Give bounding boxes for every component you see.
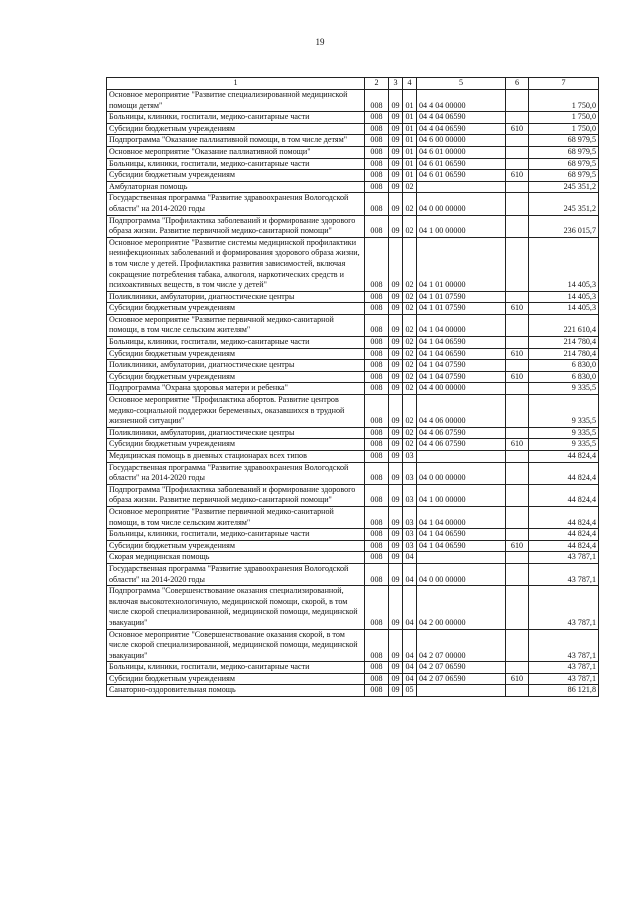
row-subsection-code: 03 <box>403 506 417 528</box>
row-name: Больницы, клиники, госпитали, медико-санитарные части <box>107 337 365 349</box>
row-expense-type: 610 <box>506 371 529 383</box>
table-row <box>107 673 599 685</box>
header-col-3: 3 <box>389 78 403 90</box>
row-target-code <box>417 685 506 697</box>
row-section-code: 09 <box>389 135 403 147</box>
row-amount: 9 335,5 <box>529 427 599 439</box>
row-expense-type <box>506 135 529 147</box>
table-row <box>107 662 599 674</box>
row-name: Государственная программа "Развитие здравоохранения Вологодской области" на 2014-2020 годы <box>107 193 365 215</box>
row-gr-code: 008 <box>365 484 389 506</box>
row-amount: 68 979,5 <box>529 170 599 182</box>
row-gr-code: 008 <box>365 181 389 193</box>
row-amount: 6 830,0 <box>529 360 599 372</box>
row-expense-type <box>506 427 529 439</box>
row-name: Подпрограмма "Охрана здоровья матери и ребенка" <box>107 383 365 395</box>
row-expense-type <box>506 193 529 215</box>
row-expense-type <box>506 662 529 674</box>
row-gr-code: 008 <box>365 439 389 451</box>
row-section-code: 09 <box>389 395 403 428</box>
row-expense-type: 610 <box>506 303 529 315</box>
row-subsection-code: 03 <box>403 462 417 484</box>
row-amount: 1 750,0 <box>529 90 599 112</box>
row-amount: 6 830,0 <box>529 371 599 383</box>
row-subsection-code: 02 <box>403 427 417 439</box>
row-section-code: 09 <box>389 673 403 685</box>
row-expense-type <box>506 629 529 662</box>
row-target-code: 04 4 00 00000 <box>417 383 506 395</box>
row-amount: 9 335,5 <box>529 439 599 451</box>
row-gr-code: 008 <box>365 348 389 360</box>
row-target-code: 04 0 00 00000 <box>417 462 506 484</box>
row-section-code: 09 <box>389 540 403 552</box>
row-section-code: 09 <box>389 123 403 135</box>
row-expense-type <box>506 586 529 629</box>
row-gr-code: 008 <box>365 540 389 552</box>
row-name: Больницы, клиники, госпитали, медико-санитарные части <box>107 662 365 674</box>
row-amount: 68 979,5 <box>529 158 599 170</box>
row-subsection-code: 02 <box>403 291 417 303</box>
row-gr-code: 008 <box>365 629 389 662</box>
row-subsection-code: 03 <box>403 529 417 541</box>
row-gr-code: 008 <box>365 158 389 170</box>
row-amount: 44 824,4 <box>529 484 599 506</box>
row-expense-type <box>506 451 529 463</box>
row-name: Подпрограмма "Совершенствование оказания специализированной, включая высокотехнологичную, медицинской помощи, скорой, в том числе скорой специализированной, медицинской помощи, медицинской эвакуации" <box>107 586 365 629</box>
header-col-2: 2 <box>365 78 389 90</box>
row-target-code: 04 6 01 06590 <box>417 158 506 170</box>
row-subsection-code: 01 <box>403 158 417 170</box>
row-gr-code: 008 <box>365 662 389 674</box>
row-name: Субсидии бюджетным учреждениям <box>107 170 365 182</box>
row-target-code: 04 1 04 06590 <box>417 348 506 360</box>
row-subsection-code: 02 <box>403 371 417 383</box>
row-section-code: 09 <box>389 291 403 303</box>
row-subsection-code: 02 <box>403 360 417 372</box>
row-name: Амбулаторная помощь <box>107 181 365 193</box>
table-row <box>107 383 599 395</box>
row-target-code: 04 4 06 07590 <box>417 439 506 451</box>
row-subsection-code: 05 <box>403 685 417 697</box>
row-name: Субсидии бюджетным учреждениям <box>107 348 365 360</box>
row-amount: 214 780,4 <box>529 337 599 349</box>
row-section-code: 09 <box>389 360 403 372</box>
header-col-4: 4 <box>403 78 417 90</box>
table-row <box>107 90 599 112</box>
table-row <box>107 237 599 291</box>
row-name: Государственная программа "Развитие здравоохранения Вологодской области" на 2014-2020 годы <box>107 462 365 484</box>
page-number: 19 <box>315 37 325 47</box>
row-section-code: 09 <box>389 484 403 506</box>
row-section-code: 09 <box>389 193 403 215</box>
table-row <box>107 552 599 564</box>
row-expense-type <box>506 90 529 112</box>
header-col-5: 5 <box>417 78 506 90</box>
row-subsection-code: 02 <box>403 193 417 215</box>
row-target-code: 04 1 01 07590 <box>417 291 506 303</box>
row-target-code: 04 4 06 07590 <box>417 427 506 439</box>
row-subsection-code: 01 <box>403 90 417 112</box>
row-gr-code: 008 <box>365 215 389 237</box>
row-section-code: 09 <box>389 215 403 237</box>
row-amount: 68 979,5 <box>529 146 599 158</box>
row-name: Больницы, клиники, госпитали, медико-санитарные части <box>107 112 365 124</box>
row-expense-type <box>506 685 529 697</box>
row-expense-type <box>506 146 529 158</box>
row-expense-type <box>506 563 529 585</box>
row-target-code: 04 4 04 06590 <box>417 112 506 124</box>
row-target-code: 04 4 04 00000 <box>417 90 506 112</box>
row-amount: 14 405,3 <box>529 291 599 303</box>
row-target-code: 04 2 07 00000 <box>417 629 506 662</box>
row-name: Основное мероприятие "Оказание паллиативной помощи" <box>107 146 365 158</box>
row-target-code: 04 2 00 00000 <box>417 586 506 629</box>
row-expense-type: 610 <box>506 123 529 135</box>
row-section-code: 09 <box>389 662 403 674</box>
row-subsection-code: 02 <box>403 314 417 336</box>
row-amount: 245 351,2 <box>529 193 599 215</box>
row-section-code: 09 <box>389 552 403 564</box>
table-row <box>107 462 599 484</box>
row-name: Поликлиники, амбулатории, диагностические центры <box>107 291 365 303</box>
row-expense-type <box>506 552 529 564</box>
table-row <box>107 685 599 697</box>
row-name: Субсидии бюджетным учреждениям <box>107 673 365 685</box>
row-gr-code: 008 <box>365 303 389 315</box>
row-subsection-code: 04 <box>403 552 417 564</box>
row-section-code: 09 <box>389 506 403 528</box>
row-name: Больницы, клиники, госпитали, медико-санитарные части <box>107 529 365 541</box>
row-section-code: 09 <box>389 439 403 451</box>
row-name: Скорая медицинская помощь <box>107 552 365 564</box>
row-amount: 44 824,4 <box>529 462 599 484</box>
row-name: Субсидии бюджетным учреждениям <box>107 371 365 383</box>
table-row <box>107 303 599 315</box>
row-amount: 1 750,0 <box>529 112 599 124</box>
row-amount: 43 787,1 <box>529 673 599 685</box>
table-row <box>107 123 599 135</box>
row-section-code: 09 <box>389 529 403 541</box>
row-name: Подпрограмма "Оказание паллиативной помощи, в том числе детям" <box>107 135 365 147</box>
table-row <box>107 629 599 662</box>
row-subsection-code: 04 <box>403 586 417 629</box>
row-gr-code: 008 <box>365 90 389 112</box>
table-header <box>107 78 599 90</box>
row-target-code: 04 0 00 00000 <box>417 193 506 215</box>
row-section-code: 09 <box>389 303 403 315</box>
row-amount: 43 787,1 <box>529 552 599 564</box>
row-amount: 43 787,1 <box>529 563 599 585</box>
table-row <box>107 563 599 585</box>
row-name: Основное мероприятие "Развитие специализированной медицинской помощи детям" <box>107 90 365 112</box>
row-name: Основное мероприятие "Профилактика абортов. Развитие центров медико-социальной поддержки беременных, оказавшихся в трудной жизненной ситуации" <box>107 395 365 428</box>
row-gr-code: 008 <box>365 383 389 395</box>
row-section-code: 09 <box>389 563 403 585</box>
row-target-code: 04 1 04 07590 <box>417 371 506 383</box>
row-gr-code: 008 <box>365 552 389 564</box>
table-row <box>107 112 599 124</box>
table-row <box>107 484 599 506</box>
row-name: Основное мероприятие "Совершенствование оказания скорой, в том числе скорой специализированной, медицинской помощи, медицинской эвакуации" <box>107 629 365 662</box>
row-target-code: 04 1 04 00000 <box>417 506 506 528</box>
table-row <box>107 135 599 147</box>
row-section-code: 09 <box>389 348 403 360</box>
table-row <box>107 291 599 303</box>
row-amount: 9 335,5 <box>529 395 599 428</box>
table-row <box>107 395 599 428</box>
row-gr-code: 008 <box>365 291 389 303</box>
row-subsection-code: 02 <box>403 348 417 360</box>
row-section-code: 09 <box>389 90 403 112</box>
row-name: Подпрограмма "Профилактика заболеваний и формирование здорового образа жизни. Развитие первичной медико-санитарной помощи" <box>107 484 365 506</box>
table-row <box>107 540 599 552</box>
row-name: Основное мероприятие "Развитие первичной медико-санитарной помощи, в том числе сельским жителям" <box>107 314 365 336</box>
row-expense-type <box>506 484 529 506</box>
row-gr-code: 008 <box>365 193 389 215</box>
table-row <box>107 586 599 629</box>
row-gr-code: 008 <box>365 586 389 629</box>
table-row <box>107 348 599 360</box>
row-gr-code: 008 <box>365 427 389 439</box>
row-expense-type <box>506 360 529 372</box>
row-gr-code: 008 <box>365 506 389 528</box>
table-row <box>107 451 599 463</box>
row-target-code <box>417 181 506 193</box>
row-expense-type: 610 <box>506 439 529 451</box>
row-expense-type <box>506 291 529 303</box>
row-name: Субсидии бюджетным учреждениям <box>107 123 365 135</box>
row-subsection-code: 04 <box>403 673 417 685</box>
row-expense-type: 610 <box>506 673 529 685</box>
row-amount: 214 780,4 <box>529 348 599 360</box>
row-subsection-code: 04 <box>403 563 417 585</box>
row-gr-code: 008 <box>365 146 389 158</box>
row-amount: 43 787,1 <box>529 662 599 674</box>
row-subsection-code: 02 <box>403 337 417 349</box>
row-name: Государственная программа "Развитие здравоохранения Вологодской области" на 2014-2020 годы <box>107 563 365 585</box>
table-row <box>107 529 599 541</box>
row-target-code: 04 1 04 06590 <box>417 337 506 349</box>
header-row <box>107 78 599 90</box>
row-gr-code: 008 <box>365 451 389 463</box>
row-gr-code: 008 <box>365 170 389 182</box>
row-gr-code: 008 <box>365 462 389 484</box>
row-name: Субсидии бюджетным учреждениям <box>107 439 365 451</box>
row-name: Основное мероприятие "Развитие первичной медико-санитарной помощи, в том числе сельским жителям" <box>107 506 365 528</box>
row-amount: 44 824,4 <box>529 506 599 528</box>
row-amount: 1 750,0 <box>529 123 599 135</box>
row-gr-code: 008 <box>365 112 389 124</box>
row-subsection-code: 02 <box>403 439 417 451</box>
row-target-code <box>417 451 506 463</box>
row-name: Санаторно-оздоровительная помощь <box>107 685 365 697</box>
row-amount: 14 405,3 <box>529 237 599 291</box>
budget-table <box>106 77 599 697</box>
row-expense-type <box>506 506 529 528</box>
row-subsection-code: 03 <box>403 540 417 552</box>
row-subsection-code: 02 <box>403 383 417 395</box>
row-subsection-code: 01 <box>403 112 417 124</box>
row-subsection-code: 01 <box>403 170 417 182</box>
row-target-code: 04 0 00 00000 <box>417 563 506 585</box>
row-name: Субсидии бюджетным учреждениям <box>107 303 365 315</box>
row-section-code: 09 <box>389 181 403 193</box>
row-subsection-code: 02 <box>403 181 417 193</box>
row-gr-code: 008 <box>365 237 389 291</box>
row-subsection-code: 02 <box>403 303 417 315</box>
table-row <box>107 181 599 193</box>
row-expense-type <box>506 462 529 484</box>
row-gr-code: 008 <box>365 360 389 372</box>
row-subsection-code: 01 <box>403 135 417 147</box>
row-expense-type <box>506 529 529 541</box>
row-gr-code: 008 <box>365 685 389 697</box>
row-section-code: 09 <box>389 237 403 291</box>
row-amount: 44 824,4 <box>529 540 599 552</box>
row-section-code: 09 <box>389 337 403 349</box>
row-target-code: 04 6 00 00000 <box>417 135 506 147</box>
table-row <box>107 337 599 349</box>
row-expense-type <box>506 237 529 291</box>
row-expense-type <box>506 395 529 428</box>
row-expense-type <box>506 383 529 395</box>
row-amount: 68 979,5 <box>529 135 599 147</box>
row-target-code: 04 1 01 00000 <box>417 237 506 291</box>
row-gr-code: 008 <box>365 314 389 336</box>
row-section-code: 09 <box>389 112 403 124</box>
row-gr-code: 008 <box>365 123 389 135</box>
row-name: Поликлиники, амбулатории, диагностические центры <box>107 360 365 372</box>
row-target-code: 04 1 00 00000 <box>417 215 506 237</box>
row-subsection-code: 04 <box>403 629 417 662</box>
row-target-code: 04 1 04 00000 <box>417 314 506 336</box>
table-row <box>107 314 599 336</box>
header-col-7: 7 <box>529 78 599 90</box>
row-target-code: 04 1 00 00000 <box>417 484 506 506</box>
row-gr-code: 008 <box>365 337 389 349</box>
table-row <box>107 170 599 182</box>
row-subsection-code: 04 <box>403 662 417 674</box>
row-amount: 236 015,7 <box>529 215 599 237</box>
row-name: Основное мероприятие "Развитие системы медицинской профилактики неинфекционных заболеваний и формирования здорового образа жизни, в том числе у детей. Профилактика развития зависимостей, включая сокращение потребления табака, алкоголя, наркотических средств и психоактивных веществ, в том числе у детей" <box>107 237 365 291</box>
row-section-code: 09 <box>389 146 403 158</box>
row-subsection-code: 02 <box>403 395 417 428</box>
row-gr-code: 008 <box>365 371 389 383</box>
row-amount: 245 351,2 <box>529 181 599 193</box>
row-target-code: 04 6 01 06590 <box>417 170 506 182</box>
table-row <box>107 158 599 170</box>
table-row <box>107 427 599 439</box>
row-amount: 86 121,8 <box>529 685 599 697</box>
row-target-code: 04 1 04 07590 <box>417 360 506 372</box>
row-amount: 43 787,1 <box>529 629 599 662</box>
row-expense-type: 610 <box>506 170 529 182</box>
row-amount: 43 787,1 <box>529 586 599 629</box>
row-expense-type <box>506 158 529 170</box>
row-subsection-code: 01 <box>403 123 417 135</box>
row-section-code: 09 <box>389 170 403 182</box>
row-gr-code: 008 <box>365 395 389 428</box>
row-gr-code: 008 <box>365 673 389 685</box>
row-amount: 14 405,3 <box>529 303 599 315</box>
header-col-6: 6 <box>506 78 529 90</box>
row-target-code: 04 1 04 06590 <box>417 540 506 552</box>
row-name: Субсидии бюджетным учреждениям <box>107 540 365 552</box>
row-expense-type <box>506 215 529 237</box>
row-name: Медицинская помощь в дневных стационарах всех типов <box>107 451 365 463</box>
row-section-code: 09 <box>389 685 403 697</box>
row-section-code: 09 <box>389 629 403 662</box>
row-target-code: 04 1 04 06590 <box>417 529 506 541</box>
row-target-code: 04 2 07 06590 <box>417 662 506 674</box>
row-expense-type <box>506 337 529 349</box>
row-subsection-code: 01 <box>403 146 417 158</box>
row-target-code: 04 4 04 06590 <box>417 123 506 135</box>
table-row <box>107 439 599 451</box>
row-subsection-code: 03 <box>403 451 417 463</box>
table-body <box>107 90 599 697</box>
row-section-code: 09 <box>389 383 403 395</box>
row-section-code: 09 <box>389 314 403 336</box>
row-target-code: 04 6 01 00000 <box>417 146 506 158</box>
row-section-code: 09 <box>389 462 403 484</box>
row-amount: 44 824,4 <box>529 451 599 463</box>
row-expense-type <box>506 112 529 124</box>
row-amount: 9 335,5 <box>529 383 599 395</box>
row-expense-type: 610 <box>506 540 529 552</box>
row-gr-code: 008 <box>365 529 389 541</box>
row-section-code: 09 <box>389 451 403 463</box>
table-row <box>107 371 599 383</box>
row-section-code: 09 <box>389 371 403 383</box>
row-name: Подпрограмма "Профилактика заболеваний и формирование здорового образа жизни. Развитие первичной медико-санитарной помощи" <box>107 215 365 237</box>
row-expense-type <box>506 314 529 336</box>
row-subsection-code: 03 <box>403 484 417 506</box>
row-amount: 44 824,4 <box>529 529 599 541</box>
row-gr-code: 008 <box>365 563 389 585</box>
row-subsection-code: 02 <box>403 215 417 237</box>
row-expense-type: 610 <box>506 348 529 360</box>
row-target-code <box>417 552 506 564</box>
row-section-code: 09 <box>389 586 403 629</box>
row-gr-code: 008 <box>365 135 389 147</box>
table-row <box>107 193 599 215</box>
row-name: Поликлиники, амбулатории, диагностические центры <box>107 427 365 439</box>
row-amount: 221 610,4 <box>529 314 599 336</box>
row-target-code: 04 2 07 06590 <box>417 673 506 685</box>
table-row <box>107 146 599 158</box>
header-col-1: 1 <box>107 78 365 90</box>
row-section-code: 09 <box>389 158 403 170</box>
row-target-code: 04 1 01 07590 <box>417 303 506 315</box>
row-target-code: 04 4 06 00000 <box>417 395 506 428</box>
table-row <box>107 506 599 528</box>
table-row <box>107 360 599 372</box>
row-expense-type <box>506 181 529 193</box>
row-section-code: 09 <box>389 427 403 439</box>
row-name: Больницы, клиники, госпитали, медико-санитарные части <box>107 158 365 170</box>
table-row <box>107 215 599 237</box>
row-subsection-code: 02 <box>403 237 417 291</box>
